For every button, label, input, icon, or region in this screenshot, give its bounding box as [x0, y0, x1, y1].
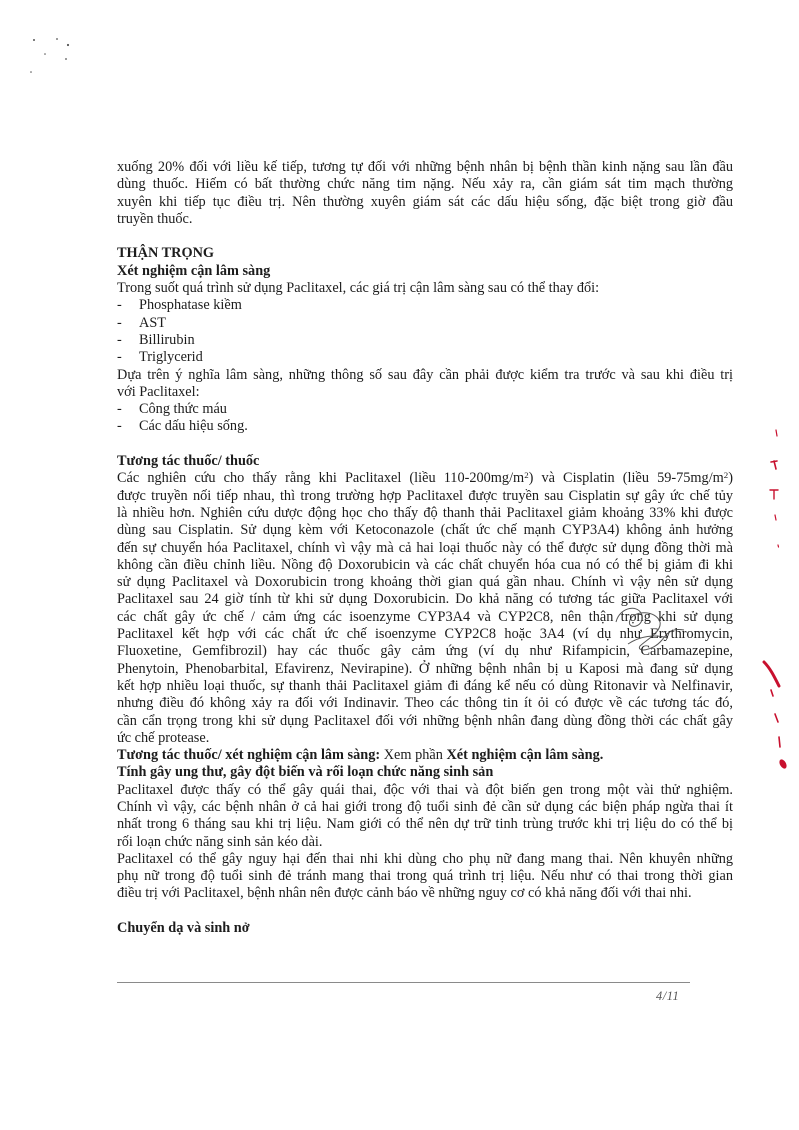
blank-line [117, 228, 733, 245]
paragraph-line: không cần điều chỉnh liều. Nồng độ Doxorubicin và các chất chuyển hóa cua nó có thể bị giảm đi khi [117, 556, 733, 573]
check-item-text: Công thức máu [139, 401, 227, 418]
paragraph-line: Paclitaxel sau 24 giờ tính từ khi sử dụng Doxorubicin. Do khả năng có tương tác giữa Paclitaxel với [117, 591, 733, 608]
paragraph-line: với Paclitaxel: [117, 383, 200, 400]
lab-tests-check-note [117, 367, 733, 402]
paragraph-line: đến sự chuyển hóa Paclitaxel, chính vì vậy mà cả hai loại thuốc này có thể được sử dụng đồng thời mà [117, 539, 733, 556]
changed-value-item-text: AST [139, 314, 167, 331]
carcinogenicity-paragraph-1 [117, 782, 733, 851]
changed-values-list [117, 297, 733, 366]
ink-mark [775, 515, 776, 520]
drug-lab-interactions-label: Tương tác thuốc/ xét nghiệm cận lâm sàng: [117, 747, 381, 764]
check-item [117, 418, 733, 435]
ink-mark [771, 690, 773, 696]
scan-speck [30, 71, 32, 73]
see-section-text: Xem phần [383, 747, 443, 764]
ink-mark [764, 662, 779, 686]
scan-speck [65, 58, 67, 60]
list-dash: - [117, 314, 122, 331]
section-heading-precautions: THẬN TRỌNG [117, 245, 215, 262]
blank-line [117, 436, 733, 453]
scan-specks [30, 38, 69, 73]
paragraph-line: kết hợp nhiều loại thuốc, sự thanh thải Paclitaxel giảm đi đáng kể nếu có dùng Ritonavir và Nelfinavir, [117, 677, 733, 694]
paragraph-line: Paclitaxel có thể gây nguy hại đến thai nhi khi dùng cho phụ nữ đang mang thai. Nên khuyên những [117, 850, 733, 867]
ink-mark [778, 545, 779, 547]
list-dash: - [117, 401, 122, 418]
ink-mark [775, 714, 778, 722]
ink-blot [778, 758, 788, 770]
paragraph-line: là nhiều hơn. Nghiên cứu dược động học cho thấy độ thanh thải Paclitaxel giảm khoảng 33% khi được [117, 504, 733, 521]
list-dash: - [117, 331, 122, 348]
paragraph-line: Paclitaxel kết hợp với các chất ức chế isoenzyme CYP2C8 hoặc 3A4 (ví dụ như Erythromycin, [117, 626, 733, 643]
paragraph-line: xuống 20% đối với liều kế tiếp, tương tự đối với những bệnh nhân bị bệnh thần kinh nặng sau lần đầu [117, 159, 733, 175]
paragraph-line: Chính vì vậy, các bệnh nhân ở cả hai giới trong độ tuổi sinh đẻ cần sử dụng các biện pháp ngừa thai ít [117, 798, 733, 815]
changed-value-item-text: Triglycerid [139, 349, 203, 366]
paragraph-line: Fluoxetine, Gemfibrozil) hay các thuốc gây cảm ứng (ví dụ như Rifampicin, Carbamazepine, [117, 643, 733, 660]
lab-tests-intro: Trong suốt quá trình sử dụng Paclitaxel, các giá trị cận lâm sàng sau có thể thay đổi: [117, 280, 600, 297]
drug-interactions-paragraph [117, 470, 733, 747]
document-page-body [117, 159, 733, 937]
paragraph-line: phụ nữ trong độ tuổi sinh đẻ tránh mang thai trong quá trình trị liệu. Nếu như có thai trong thời gian [117, 868, 733, 885]
list-dash: - [117, 297, 122, 314]
paragraph-line: rối loạn chức năng sinh sản kéo dài. [117, 833, 323, 850]
changed-value-item [117, 297, 733, 314]
paragraph-line: sử dụng Paclitaxel và Doxorubicin trong khoảng thời gian quá gần nhau. Chính vì vậy nên sử dụng [117, 574, 733, 591]
page-number: 4/11 [656, 989, 680, 1003]
paragraph-line: Phenytoin, Phenobarbital, Efavirenz, Nevirapine). Ở những bệnh nhân bị u Kaposi mà đang sử dụng [117, 660, 733, 677]
ink-mark [771, 461, 777, 469]
paragraph-line: được truyền nối tiếp nhau, thì trong trường hợp Paclitaxel được truyền sau Cisplatin sự gây ức chế tủy [117, 487, 733, 504]
scan-speck [67, 44, 69, 46]
changed-value-item [117, 349, 733, 366]
checks-list [117, 401, 733, 436]
scan-speck [56, 38, 58, 40]
red-ink-marks [764, 430, 780, 747]
text-segment: Các nghiên cứu cho thấy rằng khi Paclitaxel (liều 110-200mg/m [117, 470, 525, 487]
changed-value-item [117, 315, 733, 332]
ink-mark [776, 430, 777, 436]
paragraph-line: ức chế protease. [117, 729, 210, 746]
list-dash: - [117, 349, 122, 366]
drug-lab-interactions-line [117, 747, 733, 764]
paragraph-line: nhưng điều đó không xảy ra đối với Indinavir. Theo các thông tin ít ỏi có được về các tương tác đó, [117, 695, 733, 712]
changed-value-item-text: Billirubin [139, 331, 195, 348]
text-segment: ) và Cisplatin (liều 59-75mg/m [528, 470, 724, 487]
paragraph-line [117, 470, 733, 487]
paragraph-line: truyền thuốc. [117, 210, 193, 227]
superscript: 2 [524, 469, 529, 480]
subheading-carcinogenicity: Tính gây ung thư, gây đột biến và rối loạn chức năng sinh sản [117, 764, 494, 781]
carcinogenicity-paragraph-2 [117, 851, 733, 903]
superscript: 2 [723, 469, 729, 480]
paragraph-line: nhất trong 6 tháng sau khi trị liệu. Nam giới có thể nên dự trữ tinh trùng trước khi trị liệu do có thể bị [117, 816, 733, 833]
subheading-labor-and-delivery: Chuyển dạ và sinh nở [117, 920, 250, 937]
text-segment: ) [728, 470, 733, 487]
cross-reference-lab-tests: Xét nghiệm cận lâm sàng. [446, 747, 604, 764]
paragraph-line: điều trị với Paclitaxel, bệnh nhân nên được cảnh báo về những nguy cơ có khả năng đối với thai nhi. [117, 885, 692, 902]
paragraph-line: Dựa trên ý nghĩa lâm sàng, những thông số sau đây cần phải được kiểm tra trước và sau khi điều trị [117, 366, 733, 383]
scan-speck [33, 39, 35, 41]
paragraph-line: dùng sau Cisplatin. Sử dụng kèm với Ketoconazole (chất ức chế mạnh CYP3A4) không ảnh hưởng [117, 522, 733, 539]
paragraph-line: các chất gây ức chế / cảm ứng các isoenzyme CYP3A4 và CYP2C8, nên thận trọng khi sử dụng [117, 608, 733, 625]
check-item [117, 401, 733, 418]
paragraph-line: Paclitaxel được thấy có thể gây quái thai, độc với thai và đột biến gen trong một vài thử nghiệm. [117, 781, 733, 798]
ink-mark [770, 490, 778, 499]
footer-rule [117, 982, 690, 983]
subheading-lab-tests: Xét nghiệm cận lâm sàng [117, 262, 271, 279]
changed-value-item [117, 332, 733, 349]
paragraph-line: xuyên khi tiếp tục điều trị. Nên thường xuyên giám sát các dấu hiệu sống, đặc biệt trong giờ đầu [117, 193, 733, 210]
paragraph-line: dùng thuốc. Hiếm có bất thường chức năng tim nặng. Nếu xảy ra, cần giám sát tim mạch thường [117, 176, 733, 193]
check-item-text: Các dấu hiệu sống. [139, 418, 248, 435]
changed-value-item-text: Phosphatase kiềm [139, 297, 242, 314]
list-dash: - [117, 418, 122, 435]
subheading-drug-interactions: Tương tác thuốc/ thuốc [117, 453, 260, 470]
ink-mark [779, 737, 780, 747]
scan-speck [44, 53, 46, 55]
paragraph-line: cần cẩn trọng trong khi sử dụng Paclitaxel đối với những bệnh nhân đang dùng đồng thời các chất gây [117, 712, 733, 729]
blank-line [117, 903, 733, 920]
continued-paragraph [117, 159, 733, 228]
